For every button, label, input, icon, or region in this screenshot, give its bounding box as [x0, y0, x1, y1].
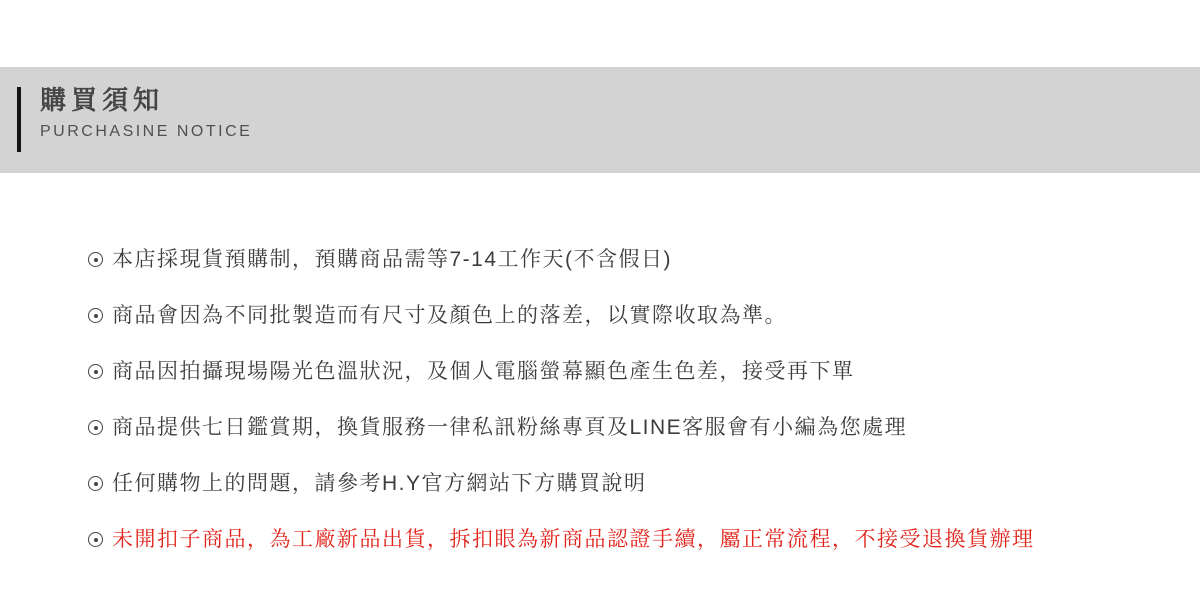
- circled-dot-icon: [88, 252, 103, 267]
- header-accent-bar: [17, 87, 21, 152]
- notice-item: [88, 302, 1035, 329]
- circled-dot-icon: [88, 476, 103, 491]
- circled-dot-icon: [88, 364, 103, 379]
- circled-dot-center: [94, 538, 98, 542]
- notice-item: [88, 358, 1035, 385]
- circled-dot-center: [94, 258, 98, 262]
- notice-list: [88, 246, 1035, 582]
- notice-text: 商品因拍攝現場陽光色溫狀況，及個人電腦螢幕顯色產生色差，接受再下單: [112, 360, 855, 383]
- notice-text: 任何購物上的問題，請參考H.Y官方網站下方購買說明: [112, 472, 647, 495]
- circled-dot-center: [94, 370, 98, 374]
- circled-dot-icon: [88, 420, 103, 435]
- page-title: 購買須知: [40, 85, 165, 115]
- circled-dot-center: [94, 482, 98, 486]
- notice-text: 商品提供七日鑑賞期，換貨服務一律私訊粉絲專頁及LINE客服會有小編為您處理: [112, 416, 908, 439]
- notice-item: [88, 414, 1035, 441]
- purchase-notice-header: [0, 67, 1200, 173]
- header-text-block: [40, 84, 252, 141]
- circled-dot-icon: [88, 308, 103, 323]
- notice-text-warning: 未開扣子商品，為工廠新品出貨，拆扣眼為新商品認證手續，屬正常流程，不接受退換貨辦理: [112, 528, 1035, 551]
- notice-text: 本店採現貨預購制，預購商品需等7-14工作天(不含假日): [112, 248, 673, 271]
- circled-dot-center: [94, 314, 98, 318]
- notice-item: [88, 246, 1035, 273]
- circled-dot-center: [94, 426, 98, 430]
- page-subtitle: PURCHASINE NOTICE: [40, 123, 253, 140]
- notice-text: 商品會因為不同批製造而有尺寸及顏色上的落差，以實際收取為準。: [112, 304, 787, 327]
- circled-dot-icon: [88, 532, 103, 547]
- notice-item-warning: [88, 526, 1035, 553]
- notice-item: [88, 470, 1035, 497]
